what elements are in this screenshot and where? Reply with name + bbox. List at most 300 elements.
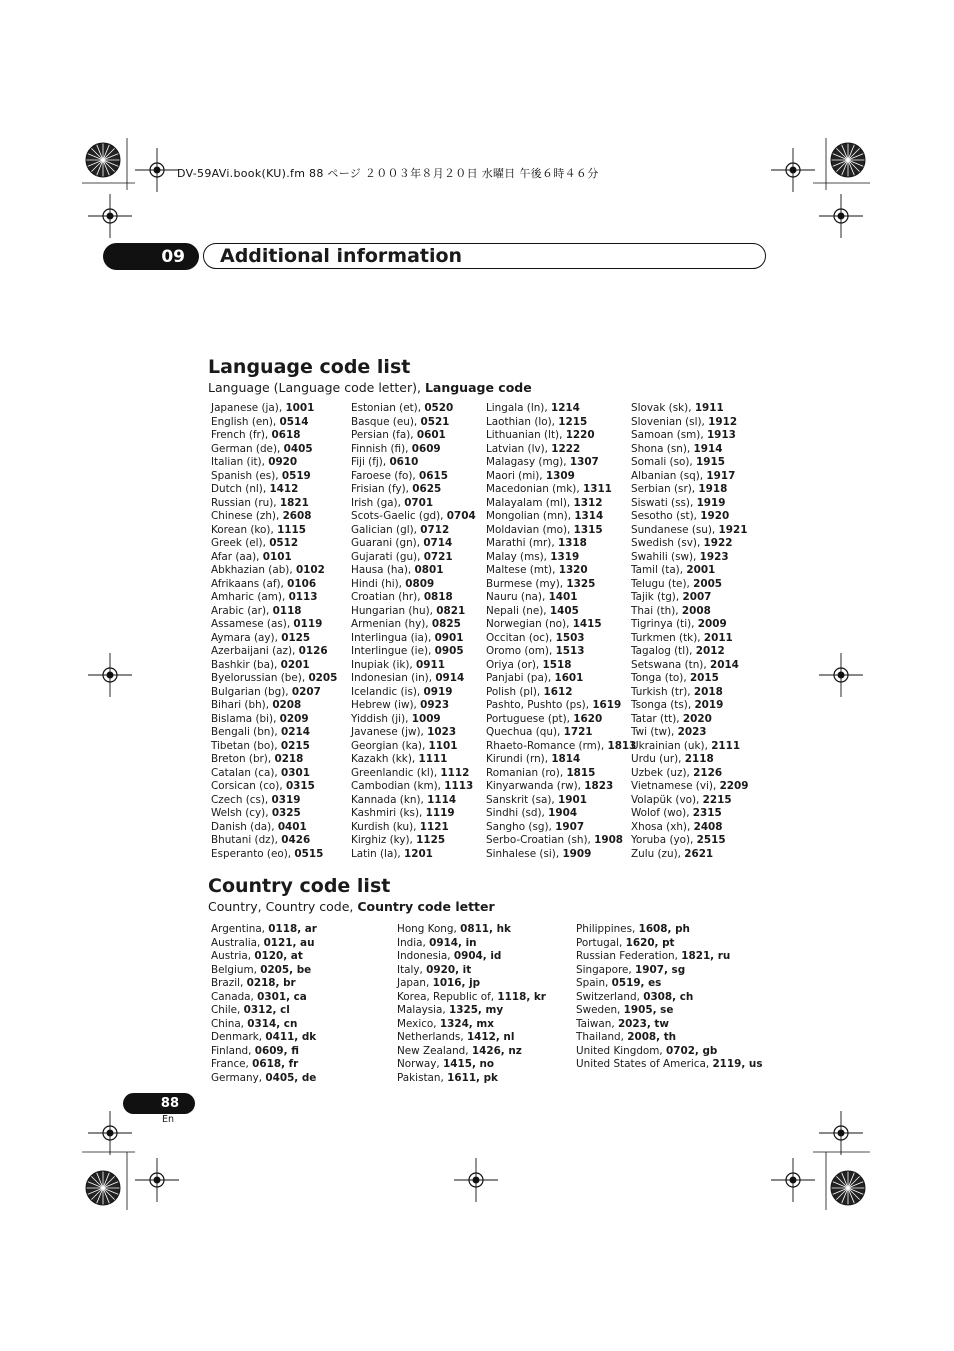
list-item [486,551,636,565]
entry-code: 1315 [573,523,603,536]
entry-name: Frisian (fy), [351,483,413,495]
entry-code: 1214 [550,402,580,414]
entry-code: 0405, de [265,1071,317,1084]
entry-code: 0218 [274,753,304,765]
entry-name: Mongolian (mn), [486,510,575,522]
list-item [397,1018,546,1032]
entry-name: Polish (pl), [486,685,544,698]
list-item [211,645,337,659]
entry-code: 0118, ar [268,923,317,935]
entry-name: Serbo-Croatian (sh), [486,834,595,846]
entry-code: 2621 [684,847,714,860]
list-item [211,429,337,443]
list-item [486,618,636,632]
entry-code: 1815 [566,766,596,779]
entry-code: 0904, id [453,950,502,962]
entry-name: Russian Federation, [576,950,682,962]
entry-name: Ukrainian (uk), [631,739,712,752]
entry-name: Arabic (ar), [211,604,273,617]
entry-name: Pakistan, [397,1071,448,1084]
entry-name: Malay (ms), [486,550,551,563]
entry-name: Icelandic (is), [351,685,424,698]
entry-code: 1412 [269,483,299,495]
list-item [211,456,337,470]
entry-name: Setswana (tn), [631,658,710,671]
entry-name: Bulgarian (bg), [211,685,292,698]
list-item [211,443,337,457]
list-item [351,686,476,700]
entry-code: 0519 [281,469,311,482]
entry-code: 2012 [695,645,725,657]
entry-code: 1601 [554,672,584,684]
entry-code: 1721 [563,726,593,738]
entry-name: Samoan (sm), [631,429,707,441]
entry-name: Uzbek (uz), [631,766,694,779]
entry-name: Singapore, [576,963,636,976]
entry-name: Rhaeto-Romance (rm), [486,739,608,752]
entry-code: 0411, dk [265,1031,317,1043]
entry-name: Moldavian (mo), [486,523,574,536]
entry-name: English (en), [211,415,280,428]
list-item [631,794,748,808]
list-item [486,767,636,781]
entry-name: Estonian (et), [351,402,425,414]
entry-name: Shona (sn), [631,442,694,455]
subtitle-bold: Country code letter [357,899,495,914]
entry-code: 0214 [281,726,310,738]
list-item [631,848,748,862]
list-item [211,1004,317,1018]
entry-code: 1513 [555,645,585,657]
entry-code: 0106 [287,577,317,590]
entry-name: Italian (it), [211,456,269,468]
entry-code: 1918 [698,483,728,495]
list-item [351,848,476,862]
entry-code: 0209 [279,712,309,725]
list-item [211,753,337,767]
list-item [211,726,337,740]
list-item [397,1072,546,1086]
chapter-title-bar [203,243,766,269]
list-item [397,991,546,1005]
list-item [631,618,748,632]
entry-code: 0426 [281,834,311,846]
list-item [351,740,476,754]
entry-name: Hausa (ha), [351,564,415,576]
entry-code: 0113 [288,591,318,603]
entry-code: 1823 [584,780,614,792]
entry-code: 1311 [582,483,612,495]
list-item [211,537,337,551]
list-item [351,429,476,443]
list-item [631,780,748,794]
entry-code: 2018 [693,685,723,698]
entry-name: Occitan (oc), [486,631,556,644]
entry-name: Lingala (ln), [486,402,551,414]
entry-name: Cambodian (km), [351,780,445,792]
list-item [397,964,546,978]
entry-code: 0401 [277,820,307,833]
entry-code: 0609 [411,442,441,455]
entry-code: 0920, it [426,963,472,976]
entry-name: Dutch (nl), [211,483,270,495]
entry-code: 2023 [677,726,707,738]
list-item [631,645,748,659]
entry-name: Slovenian (sl), [631,415,709,428]
list-item [351,821,476,835]
entry-name: Scots-Gaelic (gd), [351,510,447,522]
entry-code: 0914, in [429,936,477,949]
list-item [631,470,748,484]
entry-name: France, [211,1058,253,1070]
entry-code: 1911 [694,402,724,414]
entry-code: 0521 [420,415,450,428]
entry-code: 0701 [404,496,434,509]
entry-code: 2118 [684,753,714,765]
list-item [486,807,636,821]
list-item [211,794,337,808]
list-item [351,726,476,740]
entry-name: Finland, [211,1044,255,1057]
list-item [486,578,636,592]
list-item [211,1058,317,1072]
entry-code: 1920 [700,510,730,522]
list-item [576,1004,763,1018]
list-item [351,645,476,659]
entry-name: Philippines, [576,923,639,935]
entry-code: 1913 [706,429,736,441]
entry-name: Esperanto (eo), [211,847,295,860]
entry-code: 1114 [427,793,457,806]
entry-name: Turkmen (tk), [631,631,704,644]
entry-code: 2008 [681,604,711,617]
entry-name: Aymara (ay), [211,631,282,644]
entry-name: Kirghiz (ky), [351,834,417,846]
list-item [631,740,748,754]
entry-name: Yoruba (yo), [631,834,697,846]
entry-code: 0512 [269,537,299,549]
entry-code: 1611, pk [447,1071,498,1084]
list-item [211,483,337,497]
entry-name: Romanian (ro), [486,766,567,779]
entry-code: 1915 [696,456,725,468]
entry-code: 0901 [434,631,464,644]
entry-code: 1309 [545,469,575,482]
list-item [351,659,476,673]
entry-name: Malaysia, [397,1004,450,1016]
entry-code: 1426, nz [471,1044,522,1057]
entry-name: Kinyarwanda (rw), [486,780,585,792]
entry-name: Greenlandic (kl), [351,766,441,779]
list-item [486,713,636,727]
entry-name: Netherlands, [397,1031,467,1043]
entry-code: 1901 [558,793,587,806]
list-item [351,402,476,416]
entry-name: Sangho (sg), [486,820,556,833]
language-section-title: Language code list [208,356,411,378]
entry-name: Armenian (hy), [351,618,432,630]
list-item [486,645,636,659]
entry-name: India, [397,936,430,949]
list-item [211,510,337,524]
list-item [211,564,337,578]
list-item [211,780,337,794]
entry-code: 0314, cn [247,1017,298,1030]
list-item [486,591,636,605]
entry-code: 2215 [702,793,732,806]
list-item [631,537,748,551]
language-column-2 [351,402,476,861]
entry-code: 0208 [272,699,302,711]
entry-code: 2014 [709,658,739,671]
entry-code: 1908 [594,834,624,846]
entry-code: 1111 [418,753,448,765]
entry-name: Sindhi (sd), [486,807,549,819]
entry-name: Inupiak (ik), [351,658,417,671]
list-item [211,402,337,416]
entry-code: 1312 [573,496,603,509]
entry-name: Laothian (lo), [486,415,559,428]
list-item [576,964,763,978]
list-item [486,564,636,578]
list-item [211,551,337,565]
list-item [211,964,317,978]
entry-code: 2015 [689,672,719,684]
entry-code: 1324, mx [439,1017,494,1030]
list-item [486,429,636,443]
entry-code: 1415 [572,618,602,630]
list-item [631,497,748,511]
entry-name: Hebrew (iw), [351,699,421,711]
entry-name: Croatian (hr), [351,591,424,603]
entry-name: Interlingua (ia), [351,631,435,644]
entry-name: Turkish (tr), [631,685,694,698]
entry-code: 1619 [592,699,622,711]
entry-code: 1009 [411,712,441,725]
country-section-subtitle [208,899,495,914]
entry-name: Oriya (or), [486,658,543,671]
entry-code: 0911 [416,658,445,671]
list-item [631,456,748,470]
entry-name: Amharic (am), [211,591,289,603]
entry-code: 0702, gb [666,1044,718,1057]
list-item [211,977,317,991]
entry-code: 0811, hk [460,923,511,935]
entry-name: Bengali (bn), [211,726,282,738]
entry-code: 2126 [693,766,723,779]
entry-name: China, [211,1017,248,1030]
entry-code: 0121, au [263,936,315,949]
list-item [631,713,748,727]
entry-code: 0609, fi [254,1044,299,1057]
list-item [211,821,337,835]
list-item [211,699,337,713]
entry-code: 0325 [271,807,301,819]
entry-name: Swahili (sw), [631,550,700,563]
list-item [631,753,748,767]
entry-name: Maori (mi), [486,469,546,482]
list-item [631,834,748,848]
entry-code: 1016, jp [432,977,481,989]
entry-name: Tagalog (tl), [631,645,696,657]
list-item [486,780,636,794]
entry-name: Byelorussian (be), [211,672,309,684]
entry-code: 2008, th [627,1031,677,1043]
entry-name: Spain, [576,977,612,989]
entry-name: Yiddish (ji), [351,712,412,725]
list-item [211,807,337,821]
entry-name: Wolof (wo), [631,807,693,819]
list-item [631,767,748,781]
list-item [631,429,748,443]
list-item [576,1018,763,1032]
entry-code: 1518 [542,658,572,671]
entry-name: Afrikaans (af), [211,577,288,590]
entry-name: Irish (ga), [351,496,405,509]
entry-code: 0520 [424,402,454,414]
entry-code: 2515 [696,834,726,846]
entry-code: 1307 [569,456,599,468]
entry-code: 1921 [718,523,748,536]
list-item [351,699,476,713]
entry-name: Fiji (fj), [351,456,390,468]
entry-code: 0618 [271,429,301,441]
entry-name: Bislama (bi), [211,712,280,725]
list-item [576,1031,763,1045]
entry-name: Assamese (as), [211,618,294,630]
list-item [397,1058,546,1072]
entry-code: 1405 [549,604,579,617]
entry-code: 1119 [425,807,455,819]
entry-name: Korean (ko), [211,523,278,536]
entry-code: 1023 [427,726,457,738]
list-item [631,416,748,430]
entry-code: 1907 [555,820,585,833]
list-item [486,524,636,538]
entry-code: 1923 [699,550,729,563]
entry-name: Nepali (ne), [486,604,550,617]
entry-code: 1320 [558,564,588,576]
entry-name: Hungarian (hu), [351,604,437,617]
list-item [631,659,748,673]
entry-code: 2209 [719,780,749,792]
list-item [211,1072,317,1086]
entry-code: 2005 [693,577,723,590]
entry-code: 0125 [281,631,311,644]
list-item [631,672,748,686]
entry-code: 1907, sg [635,963,686,976]
entry-name: Brazil, [211,977,247,989]
entry-name: Telugu (te), [631,577,694,590]
list-item [486,659,636,673]
list-item [486,510,636,524]
entry-name: Quechua (qu), [486,726,564,738]
entry-code: 0205 [308,672,338,684]
entry-name: United States of America, [576,1058,713,1070]
entry-code: 2315 [692,807,722,819]
entry-code: 0205, be [260,963,312,976]
list-item [211,991,317,1005]
entry-code: 0207 [291,685,321,698]
entry-code: 1318 [557,537,587,549]
list-item [576,977,763,991]
entry-code: 1101 [428,739,458,752]
entry-code: 1904 [548,807,578,819]
entry-name: Urdu (ur), [631,753,685,765]
entry-code: 1612 [543,685,573,698]
list-item [211,1045,317,1059]
list-item [211,618,337,632]
list-item [631,578,748,592]
entry-code: 1909 [562,847,592,860]
entry-code: 0821 [436,604,466,617]
entry-name: Sesotho (st), [631,510,701,522]
list-item [576,923,763,937]
entry-name: Persian (fa), [351,429,417,441]
list-item [351,807,476,821]
entry-code: 0308, ch [643,990,694,1003]
language-column-4 [631,402,748,861]
entry-code: 1201 [403,847,433,860]
list-item [486,443,636,457]
chapter-title: Additional information [220,245,463,267]
entry-name: Russian (ru), [211,496,280,509]
entry-name: Portugal, [576,936,626,949]
entry-name: Zulu (zu), [631,847,685,860]
list-item [351,551,476,565]
list-item [351,470,476,484]
entry-name: Swedish (sv), [631,537,704,549]
entry-name: Chinese (zh), [211,510,283,522]
entry-name: Tamil (ta), [631,564,687,576]
entry-name: Guarani (gn), [351,537,424,549]
entry-code: 1922 [703,537,733,549]
entry-name: Belgium, [211,963,261,976]
list-item [211,713,337,727]
entry-name: Taiwan, [576,1017,618,1030]
subtitle-plain: Language (Language code letter), [208,380,425,395]
entry-code: 0119 [293,618,323,630]
entry-code: 1905, se [623,1004,674,1016]
list-item [351,537,476,551]
entry-code: 1814 [551,753,581,765]
entry-code: 1813 [607,739,637,752]
entry-code: 0201 [280,658,310,671]
entry-code: 0405 [283,442,313,455]
list-item [486,632,636,646]
entry-name: Tajik (tg), [631,591,683,603]
list-item [351,524,476,538]
entry-name: Kazakh (kk), [351,753,419,765]
entry-name: Norwegian (no), [486,618,573,630]
entry-code: 2001 [686,564,716,576]
entry-name: Volapük (vo), [631,793,703,806]
entry-name: Portuguese (pt), [486,712,574,725]
entry-code: 2007 [682,591,712,603]
entry-name: Welsh (cy), [211,807,272,819]
list-item [351,794,476,808]
list-item [211,672,337,686]
entry-name: New Zealand, [397,1044,472,1057]
list-item [397,950,546,964]
list-item [211,848,337,862]
country-section-title: Country code list [208,875,391,897]
list-item [631,551,748,565]
entry-name: Kashmiri (ks), [351,807,426,819]
entry-code: 1001 [285,402,315,414]
list-item [211,591,337,605]
list-item [486,605,636,619]
